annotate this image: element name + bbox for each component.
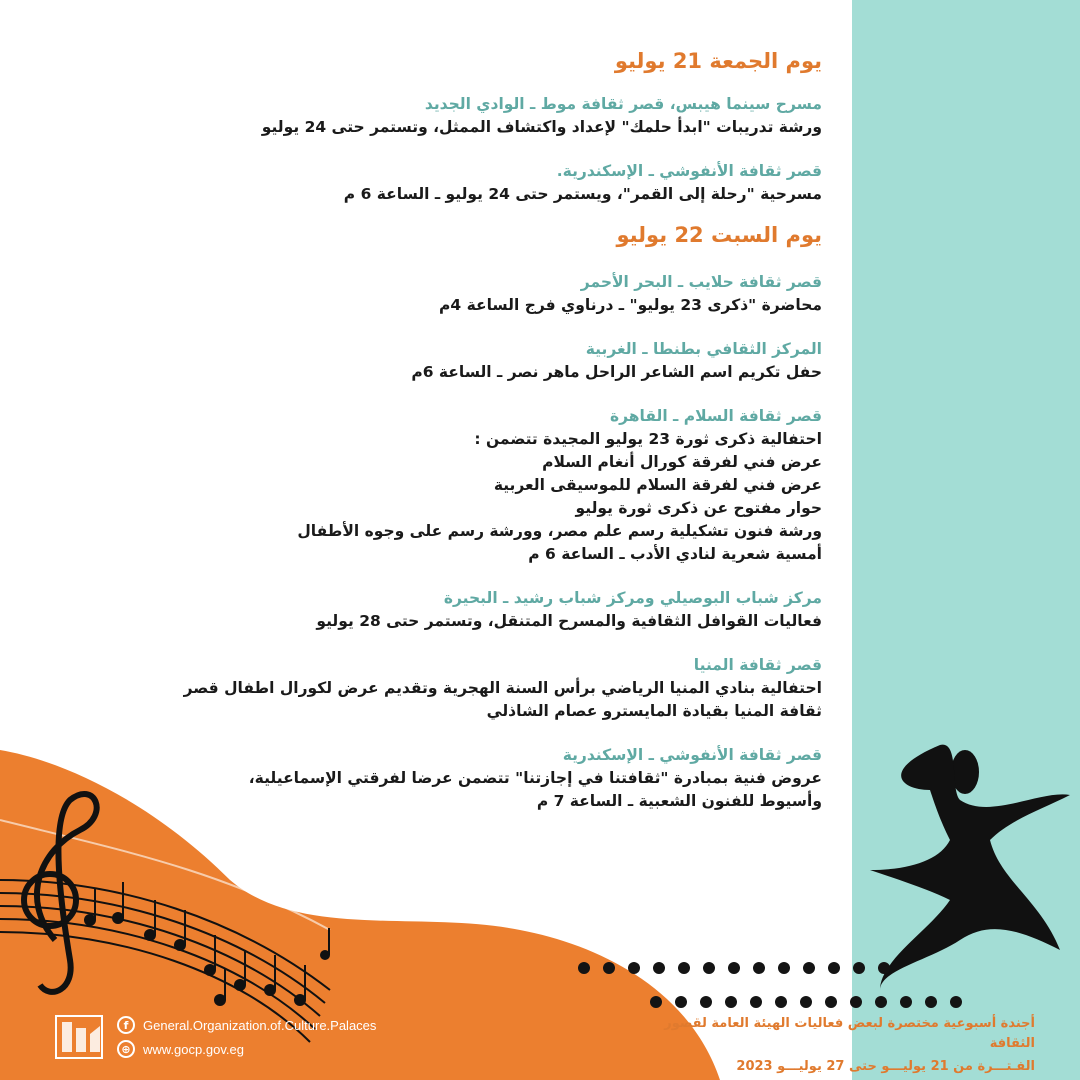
event-line: محاضرة "ذكرى 23 يوليو" ـ درناوي فرج الساعة 4م xyxy=(439,296,822,314)
event-venue: قصر ثقافة الأنفوشي ـ الإسكندرية. xyxy=(556,162,822,180)
day-friday xyxy=(162,46,822,206)
decorative-dots-row xyxy=(578,962,898,976)
event-line: ثقافة المنيا بقيادة المايسترو عصام الشاذلي xyxy=(486,702,822,720)
event-block xyxy=(162,159,822,206)
event-block xyxy=(162,404,822,566)
event-venue: قصر ثقافة المنيا xyxy=(693,656,822,674)
event-venue: قصر ثقافة حلايب ـ البحر الأحمر xyxy=(580,273,822,291)
globe-icon: ⊕ xyxy=(117,1040,135,1058)
event-block xyxy=(162,270,822,317)
event-line: حوار مفتوح عن ذكرى ثورة يوليو xyxy=(575,499,822,517)
event-venue: قصر ثقافة الأنفوشي ـ الإسكندرية xyxy=(562,746,822,764)
event-line: فعاليات القوافل الثقافية والمسرح المتنقل، وتستمر حتى 28 يوليو xyxy=(316,612,822,630)
event-line: ورشة فنون تشكيلية رسم علم مصر، وورشة رسم على وجوه الأطفال xyxy=(297,522,822,540)
event-line: وأسيوط للفنون الشعبية ـ الساعة 7 م xyxy=(536,792,822,810)
day-title: يوم الجمعة 21 يوليو xyxy=(614,49,822,73)
event-line: مسرحية "رحلة إلى القمر"، ويستمر حتى 24 يوليو ـ الساعة 6 م xyxy=(343,185,822,203)
event-line: احتفالية ذكرى ثورة 23 يوليو المجيدة تتضمن : xyxy=(474,430,822,448)
day-saturday xyxy=(162,220,822,813)
decorative-dots-row xyxy=(650,996,970,1010)
event-line: حفل تكريم اسم الشاعر الراحل ماهر نصر ـ الساعة 6م xyxy=(411,363,822,381)
event-line: ورشة تدريبات "ابدأ حلمك" لإعداد واكتشاف الممثل، وتستمر حتى 24 يوليو xyxy=(261,118,822,136)
event-block xyxy=(162,586,822,633)
event-venue: مركز شباب البوصيلي ومركز شباب رشيد ـ البحيرة xyxy=(443,589,822,607)
event-line: عروض فنية بمبادرة "ثقافتنا في إجازتنا" تتضمن عرضا لفرقتي الإسماعيلية، xyxy=(248,769,822,787)
facebook-handle: General.Organization.of.Culture.Palaces xyxy=(143,1017,377,1033)
event-venue: المركز الثقافي بطنطا ـ الغربية xyxy=(585,340,822,358)
social-links xyxy=(55,1014,376,1062)
whirling-dervish-silhouette xyxy=(870,745,1070,990)
event-venue: مسرح سينما هيبس، قصر ثقافة موط ـ الوادي الجديد xyxy=(424,95,822,113)
agenda-period: الفـتـــرة من 21 يوليـــو حتى 27 يوليـــو 2023 xyxy=(736,1059,1035,1074)
facebook-icon: f xyxy=(117,1016,135,1034)
agenda-title: أجندة أسبوعية مختصرة لبعض فعاليات الهيئة العامة لقصور الثقافة xyxy=(664,1016,1035,1051)
website-link[interactable] xyxy=(55,1038,376,1060)
agenda-footer xyxy=(615,1014,1035,1080)
event-block xyxy=(162,92,822,139)
facebook-link[interactable] xyxy=(55,1014,376,1036)
event-block xyxy=(162,743,822,813)
event-line: عرض فني لفرقة السلام للموسيقى العربية xyxy=(493,476,822,494)
event-venue: قصر ثقافة السلام ـ القاهرة xyxy=(610,407,822,425)
events-listing xyxy=(162,46,822,833)
day-title: يوم السبت 22 يوليو xyxy=(616,223,822,247)
website-url: www.gocp.gov.eg xyxy=(143,1041,244,1057)
event-block xyxy=(162,653,822,723)
event-line: عرض فني لفرقة كورال أنغام السلام xyxy=(542,453,822,471)
event-line: احتفالية بنادي المنيا الرياضي برأس السنة الهجرية وتقديم عرض لكورال اطفال قصر xyxy=(183,679,822,697)
event-block xyxy=(162,337,822,384)
event-line: أمسية شعرية لنادي الأدب ـ الساعة 6 م xyxy=(528,545,822,563)
